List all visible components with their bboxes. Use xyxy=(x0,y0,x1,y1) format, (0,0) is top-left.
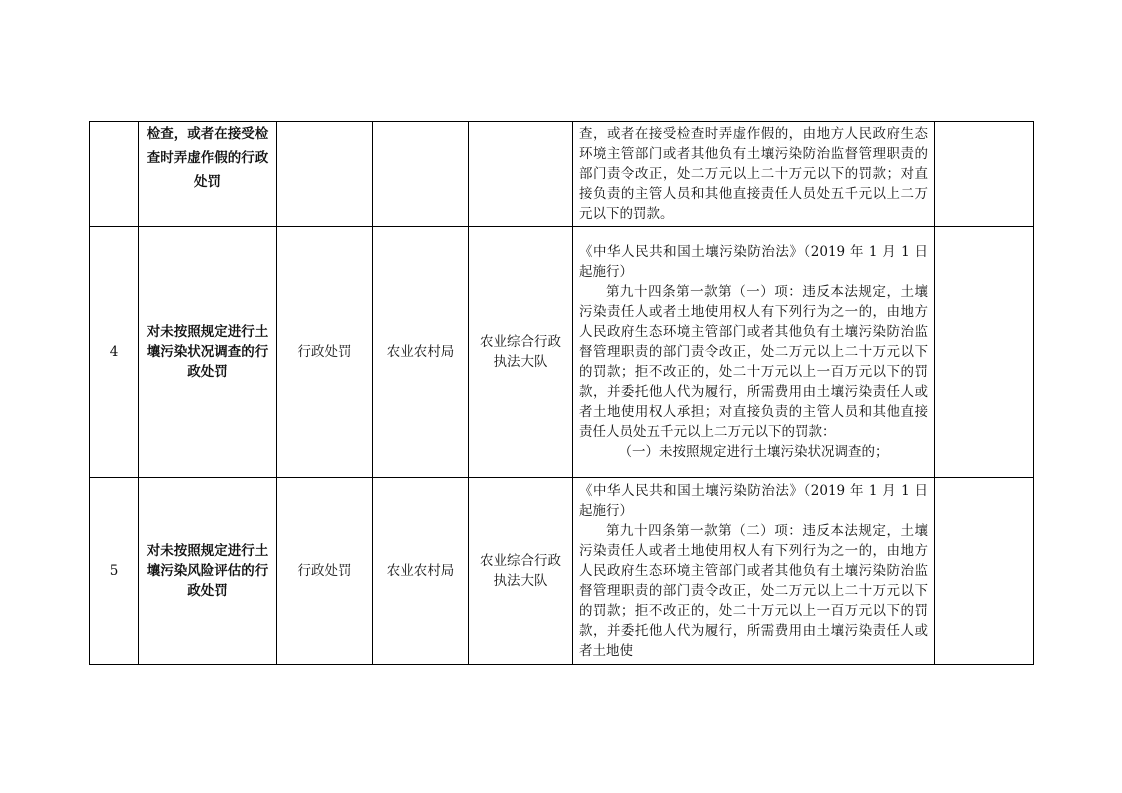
basis-law-title: 《中华人民共和国土壤污染防治法》（2019 年 1 月 1 日起施行） xyxy=(579,244,928,280)
item-name: 对未按照规定进行土壤污染状况调查的行政处罚 xyxy=(139,227,277,478)
item-remark xyxy=(935,227,1034,478)
row-number: 5 xyxy=(90,478,139,665)
item-executor xyxy=(469,122,573,227)
item-name: 检查，或者在接受检查时弄虚作假的行政处罚 xyxy=(139,122,277,227)
item-executor: 农业综合行政执法大队 xyxy=(469,227,573,478)
table-row xyxy=(90,122,1034,227)
basis-law-title: 《中华人民共和国土壤污染防治法》（2019 年 1 月 1 日起施行） xyxy=(579,483,928,519)
item-executor: 农业综合行政执法大队 xyxy=(469,478,573,665)
row-number: 4 xyxy=(90,227,139,478)
legal-basis xyxy=(573,478,935,665)
item-category: 行政处罚 xyxy=(277,227,373,478)
basis-clause: （一）未按照规定进行土壤污染状况调查的； xyxy=(618,444,889,460)
item-name: 对未按照规定进行土壤污染风险评估的行政处罚 xyxy=(139,478,277,665)
item-department xyxy=(373,122,469,227)
item-remark xyxy=(935,478,1034,665)
item-category xyxy=(277,122,373,227)
basis-text: 查，或者在接受检查时弄虚作假的，由地方人民政府生态环境主管部门或者其他负有土壤污染防治监督管理职责的部门责令改正，处二万元以上二十万元以下的罚款；对直接负责的主管人员和其他直接责任人员处五千元以上二万元以下的罚款。 xyxy=(579,126,928,222)
table-row xyxy=(90,227,1034,478)
legal-basis xyxy=(573,227,935,478)
item-department: 农业农村局 xyxy=(373,227,469,478)
basis-article-text: 第九十四条第一款第（一）项：违反本法规定，土壤污染责任人或者土地使用权人有下列行为之一的，由地方人民政府生态环境主管部门或者其他负有土壤污染防治监督管理职责的部门责令改正，处二万元以上二十万元以下的罚款；拒不改正的，处二十万元以上一百万元以下的罚款，并委托他人代为履行，所需费用由土壤污染责任人或者土地使用权人承担；对直接负责的主管人员和其他直接责任人员处五千元以上二万元以下的罚款： xyxy=(579,284,928,440)
table-row xyxy=(90,478,1034,665)
item-department: 农业农村局 xyxy=(373,478,469,665)
legal-basis xyxy=(573,122,935,227)
basis-article-text: 第九十四条第一款第（二）项：违反本法规定，土壤污染责任人或者土地使用权人有下列行为之一的，由地方人民政府生态环境主管部门或者其他负有土壤污染防治监督管理职责的部门责令改正，处二万元以上二十万元以下的罚款；拒不改正的，处二十万元以上一百万元以下的罚款，并委托他人代为履行，所需费用由土壤污染责任人或者土地使 xyxy=(579,523,928,659)
item-remark xyxy=(935,122,1034,227)
penalty-table xyxy=(89,121,1034,665)
row-number xyxy=(90,122,139,227)
item-category: 行政处罚 xyxy=(277,478,373,665)
